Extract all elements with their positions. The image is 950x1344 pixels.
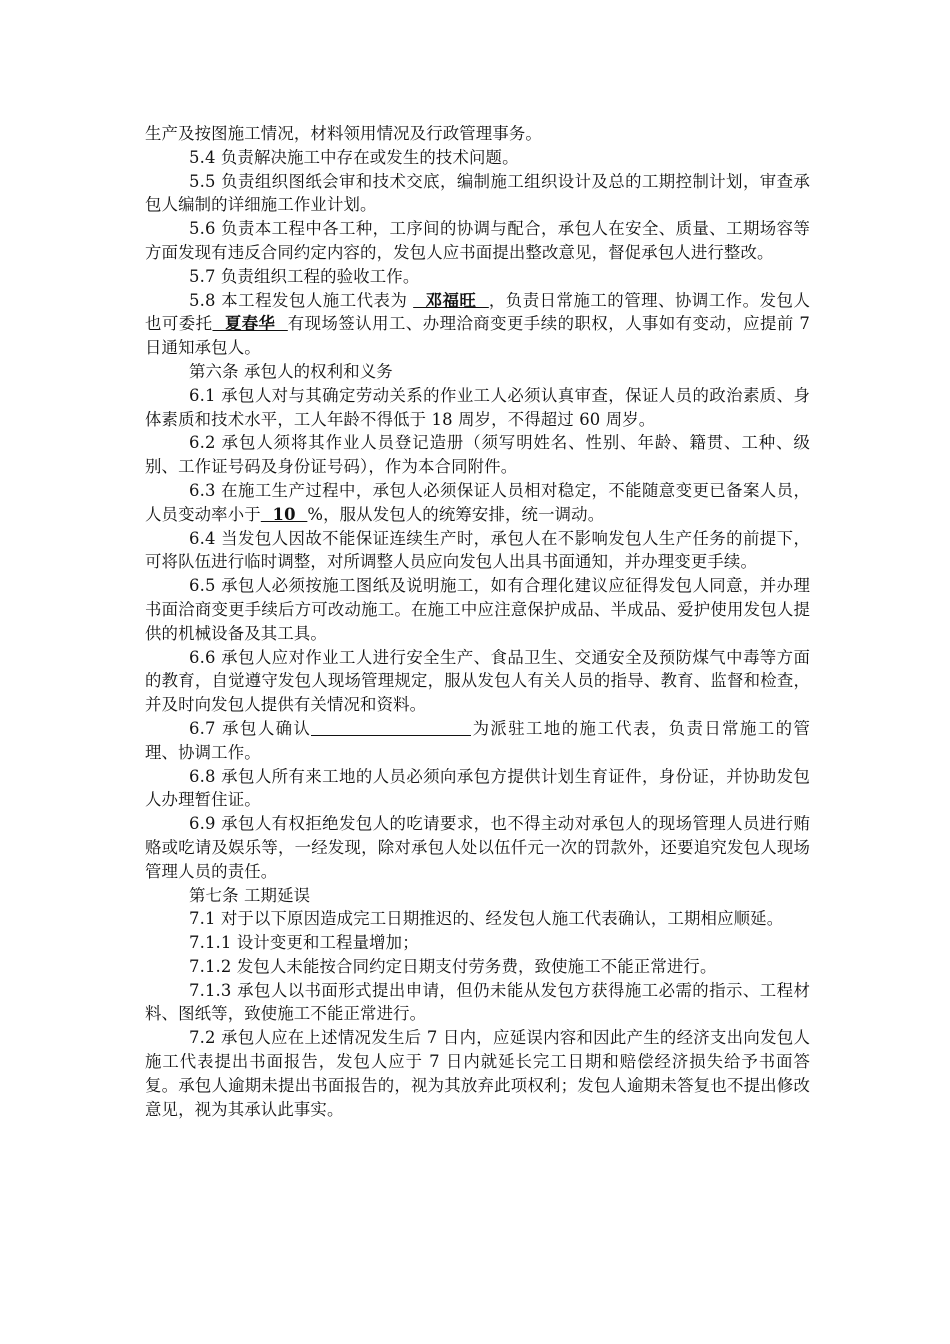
clause-6-7 [145,717,810,765]
clause-6-2: 6.2 承包人须将其作业人员登记造册（须写明姓名、性别、年龄、籍贯、工种、级别、工作证号码及身份证号码），作为本合同附件。 [145,433,810,477]
clause-7-2: 7.2 承包人应在上述情况发生后 7 日内，应延误内容和因此产生的经济支出向发包人施工代表提出书面报告，发包人应于 7 日内就延长完工日期和赔偿经济损失给予书面答复。承包人逾期未提出书面报告的，视为其放弃此项权利；发包人逾期未答复也不提出修改意见，视为其承认此事实。 [145,1028,810,1119]
clause-5-5: 5.5 负责组织图纸会审和技术交底，编制施工组织设计及总的工期控制计划，审查承包人编制的详细施工作业计划。 [145,171,810,215]
article-6-heading: 第六条 承包人的权利和义务 [189,361,393,381]
delegate-name: 夏春华 [212,314,288,334]
paragraph: 生产及按图施工情况，材料领用情况及行政管理事务。 [145,124,542,143]
contract-body [145,122,810,1121]
article-7-heading: 第七条 工期延误 [189,885,311,905]
clause-5-7: 5.7 负责组织工程的验收工作。 [189,266,420,286]
clause-7-1-2: 7.1.2 发包人未能按合同约定日期支付劳务费，致使施工不能正常进行。 [189,956,717,976]
clause-6-7-text: 6.7 承包人确认 [189,718,312,738]
clause-5-6: 5.6 负责本工程中各工种，工序间的协调与配合，承包人在安全、质量、工期场容等方面发现有违反合同约定内容的，发包人应书面提出整改意见，督促承包人进行整改。 [145,219,810,262]
turnover-rate: 10 [260,504,308,524]
clause-6-8: 6.8 承包人所有来工地的人员必须向承包方提供计划生育证件，身份证，并协助发包人办理暂住证。 [145,766,810,810]
clause-6-3 [145,479,810,527]
clause-6-3-text: 6.3 在施工生产过程中，承包人必须保证人员相对稳定，不能随意变更已备案人员，人员变动率小于 [145,480,810,524]
clause-6-1: 6.1 承包人对与其确定劳动关系的作业工人必须认真审查，保证人员的政治素质、身体素质和技术水平，工人年龄不得低于 18 周岁，不得超过 60 周岁。 [145,385,810,429]
clause-6-6: 6.6 承包人应对作业工人进行安全生产、食品卫生、交通安全及预防煤气中毒等方面的教育，自觉遵守发包人现场管理规定，服从发包人有关人员的指导、教育、监督和检查，并及时向发包人提供有关情况和资料。 [145,647,810,715]
clause-6-7-text: 为派驻工地的施工代表，负责日常施工的管理、协调工作。 [145,718,810,762]
clause-6-4: 6.4 当发包人因故不能保证连续生产时，承包人在不影响发包人生产任务的前提下，可将队伍进行临时调整，对所调整人员应向发包人出具书面通知，并办理变更手续。 [145,528,810,572]
clause-7-1-3: 7.1.3 承包人以书面形式提出申请，但仍未能从发包方获得施工必需的指示、工程材料、图纸等，致使施工不能正常进行。 [145,980,810,1024]
clause-7-1-1: 7.1.1 设计变更和工程量增加； [189,933,419,953]
clause-5-4: 5.4 负责解决施工中存在或发生的技术问题。 [189,147,519,167]
clause-6-9: 6.9 承包人有权拒绝发包人的吃请要求，也不得主动对承包人的现场管理人员进行贿赂或吃请及娱乐等，一经发现，除对承包人处以伍仟元一次的罚款外，还要追究发包人现场管理人员的责任。 [145,814,810,881]
clause-5-8-text: 有现场签认用工、办理洽商变更手续的职权，人事如有变动，应提前 7 日通知承包人。 [145,314,810,358]
site-rep-blank-line [311,719,471,736]
clause-6-5: 6.5 承包人必须按施工图纸及说明施工，如有合理化建议应征得发包人同意，并办理书面洽商变更手续后方可改动施工。在施工中应注意保护成品、半成品、爱护使用发包人提供的机械设备及其工具。 [145,576,810,643]
clause-7-1: 7.1 对于以下原因造成完工日期推迟的、经发包人施工代表确认，工期相应顺延。 [189,909,784,929]
clause-5-8-text: ，负责日常施工的管理、协调工作。发包人也可委托 [145,290,810,334]
contractor-rep-name: 邓福旺 [413,290,489,310]
clause-5-8 [145,289,810,360]
clause-6-3-text: %，服从发包人的统筹安排，统一调动。 [307,504,605,524]
clause-5-8-text: 5.8 本工程发包人施工代表为 [189,290,414,310]
